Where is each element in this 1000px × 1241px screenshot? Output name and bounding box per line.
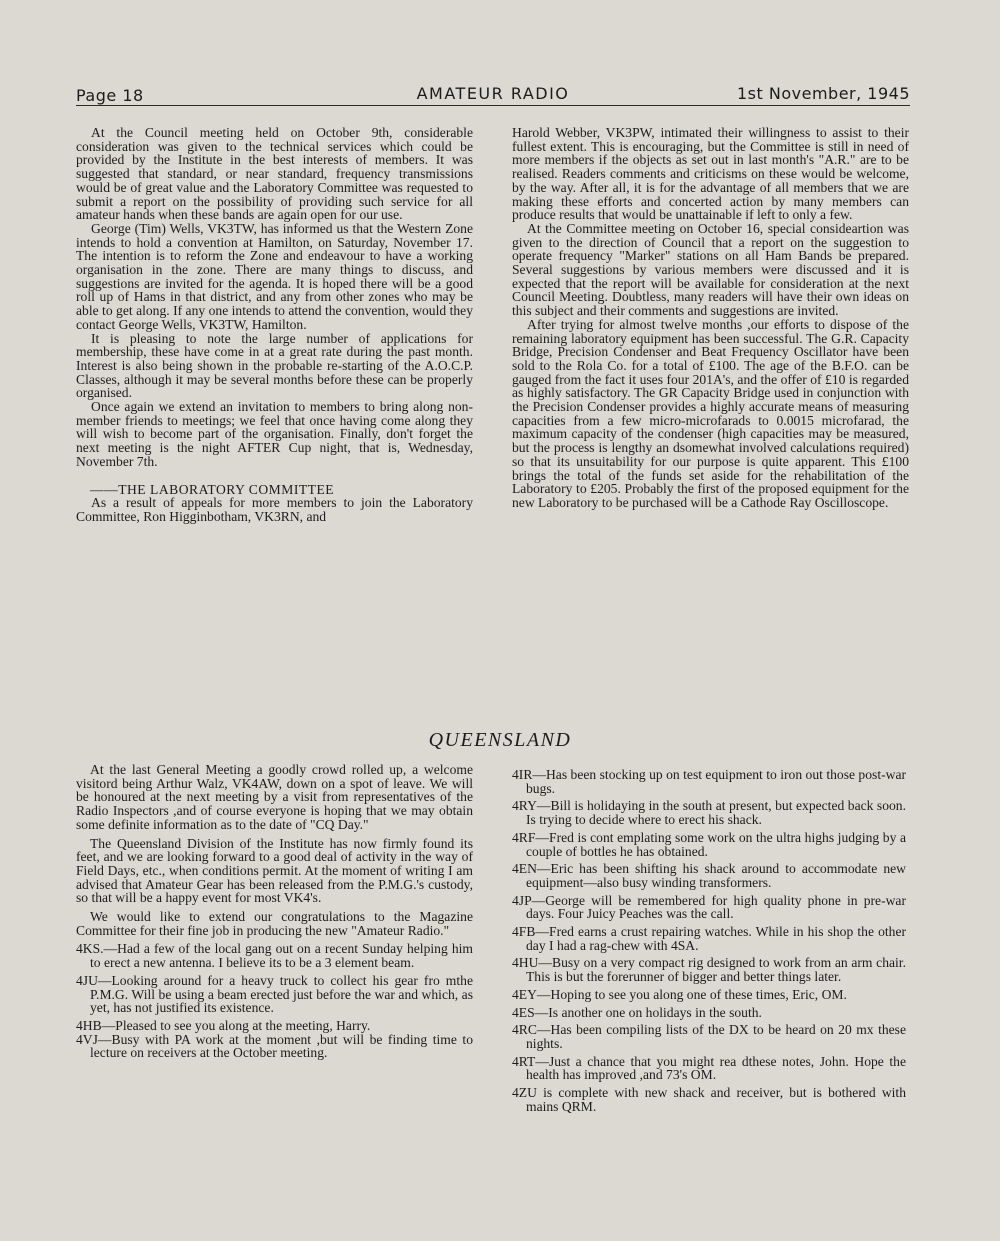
- callsign-note: 4JP—George will be remembered for high quality phone in pre-war days. Four Juicy Peaches was the call.: [512, 892, 906, 922]
- publication-title: AMATEUR RADIO: [416, 84, 570, 103]
- top-column-left: [76, 126, 473, 524]
- issue-date: 1st November, 1945: [737, 84, 910, 103]
- callsign-note: 4ES—Is another one on holidays in the south.: [512, 1004, 762, 1020]
- callsign-note: 4RT—Just a chance that you might rea dthese notes, John. Hope the health has improved ,and 73's OM.: [512, 1053, 906, 1083]
- paragraph: After trying for almost twelve months ,our efforts to dispose of the remaining laboratory equipment has been successful. The G.R. Capacity Bridge, Precision Condenser and Beat Frequency Oscillator have been sold to the Rola Co. for a total of £100. The age of the B.F.O. can be gauged from the fact it uses four 201A's, and the offer of £10 is regarded as highly satisfactory. The GR Capacity Bridge used in conjunction with the Precision Condenser provides a highly accurate means of measuring capacities from a few micro-microfarads to 0.0015 microfarad, the maximum capacity of the condenser (high capacities may be measured, but the process is lengthy an dsomewhat involved calculations required) so that its unsuitability for our purpose is quite apparent. This £100 brings the total of the funds set aside for the rehabilitation of the Laboratory to £205. Probably the first of the proposed equipment for the new Laboratory to be purchased will be a Cathode Ray Oscilloscope.: [512, 316, 909, 510]
- laboratory-committee-heading: ——THE LABORATORY COMMITTEE: [90, 481, 335, 497]
- top-column-right: [512, 126, 909, 510]
- callsign-note: 4JU—Looking around for a heavy truck to collect his gear fro mthe P.M.G. Will be using a beam erected just before the war and which, as yet, has not justified its existence.: [76, 972, 473, 1016]
- paragraph: Once again we extend an invitation to members to bring along non-member friends to meetings; we feel that once having come along they will wish to become part of the organisation. Finally, don't forget the next meeting is the night AFTER Cup night, that is, Wednesday, November 7th.: [76, 399, 473, 469]
- callsign-note: 4RC—Has been compiling lists of the DX to be heard on 20 mx these nights.: [512, 1022, 906, 1051]
- paragraph: The Queensland Division of the Institute has now firmly found its feet, and we are looking forward to a good deal of activity in the way of Field Days, etc., when conditions permit. At the moment of writing I am advised that Amateur Gear has been released from the P.M.G.'s custody, so that will be a happy event for most VK4's.: [76, 835, 473, 906]
- callsign-note: 4ZU is complete with new shack and receiver, but is bothered with mains QRM.: [512, 1085, 906, 1114]
- callsign-note: 4RF—Fred is cont emplating some work on the ultra highs judging by a couple of bottles he has obtained.: [512, 829, 906, 859]
- page-header: [76, 84, 910, 106]
- callsign-note: 4EY—Hoping to see you along one of these times, Eric, OM.: [512, 986, 847, 1002]
- paragraph: At the Council meeting held on October 9th, considerable consideration was given to the technical services which could be provided by the Institute in the best interests of members. It was suggested that standard, or near standard, frequency transmissions would be of great value and the Laboratory Committee was requested to submit a report on the possibility of providing such service for all amateur hands when these bands are again open for our use.: [76, 125, 473, 223]
- paragraph: At the last General Meeting a goodly crowd rolled up, a welcome visitord being Arthur Walz, VK4AW, down on a spot of leave. We will be honoured at the next meeting by a visit from representatives of the Radio Inspectors ,and of course everyone is hoping that we may obtain some definite information as to the date of "CQ Day.": [76, 762, 473, 832]
- paragraph: We would like to extend our congratulations to the Magazine Committee for their fine job in producing the new "Amateur Radio.": [76, 909, 473, 938]
- callsign-note: 4RY—Bill is holidaying in the south at present, but expected back soon. Is trying to decide where to erect his shack.: [512, 798, 906, 828]
- section-title-queensland: QUEENSLAND: [428, 729, 572, 751]
- paragraph: Harold Webber, VK3PW, intimated their willingness to assist to their fullest extent. This is encouraging, but the Committee is still in need of more members if the objects as set out in last month's "A.R." are to be realised. Readers comments and criticisms on these would be welcome, by the way. After all, it is for the advantage of all members that we are making these efforts and concerted action by many members can produce results that would be unattainable if left to only a few.: [512, 125, 909, 223]
- callsign-note: 4HU—Busy on a very compact rig designed to work from an arm chair. This is but the forerunner of bigger and better things later.: [512, 955, 906, 985]
- callsign-note: 4HB—Pleased to see you along at the meeting, Harry.: [76, 1017, 371, 1033]
- callsign-note: 4IR—Has been stocking up on test equipment to iron out those post-war bugs.: [512, 767, 906, 796]
- paragraph: As a result of appeals for more members to join the Laboratory Committee, Ron Higginbotham, VK3RN, and: [76, 495, 473, 524]
- paragraph: George (Tim) Wells, VK3TW, has informed us that the Western Zone intends to hold a convention at Hamilton, on Saturday, November 17. The intention is to reform the Zone and endeavour to have a working organisation in the zone. There are many things to discuss, and suggestions are invited for the agenda. It is hoped there will be a good roll up of Hams in that district, and any from other zones who may be able to get along. If any one intends to attend the convention, would they contact George Wells, VK3TW, Hamilton.: [76, 220, 473, 332]
- callsign-note: 4KS.—Had a few of the local gang out on a recent Sunday helping him to erect a new antenna. I believe its to be a 3 element beam.: [76, 941, 473, 971]
- paragraph: At the Committee meeting on October 16, special consideartion was given to the direction of Council that a report on the suggestion to operate frequency "Marker" stations on all Ham Bands be prepared. Several suggestions by various members were discussed and it is expected that the report will be available for consideration at the next Council Meeting. Doubtless, many readers will have their own ideas on this subject and their comments and suggestions are invited.: [512, 220, 909, 319]
- callsign-note: 4EN—Eric has been shifting his shack around to accommodate new equipment—also busy winding transformers.: [512, 861, 906, 890]
- paragraph: It is pleasing to note the large number of applications for membership, these have come in at a great rate during the past month. Interest is also being shown in the probable re-starting of the A.O.C.P. Classes, although it may be several months before these can be properly organised.: [76, 330, 473, 401]
- callsign-note: 4VJ—Busy with PA work at the moment ,but will be finding time to lecture on receivers at the October meeting.: [76, 1031, 473, 1061]
- header-rule: [76, 105, 910, 106]
- queensland-column-right: [512, 768, 906, 1117]
- callsign-note: 4FB—Fred earns a crust repairing watches. While in his shop the other day I had a rag-chew with 4SA.: [512, 924, 906, 953]
- queensland-column-left: [76, 763, 473, 1064]
- page-number: Page 18: [76, 86, 144, 105]
